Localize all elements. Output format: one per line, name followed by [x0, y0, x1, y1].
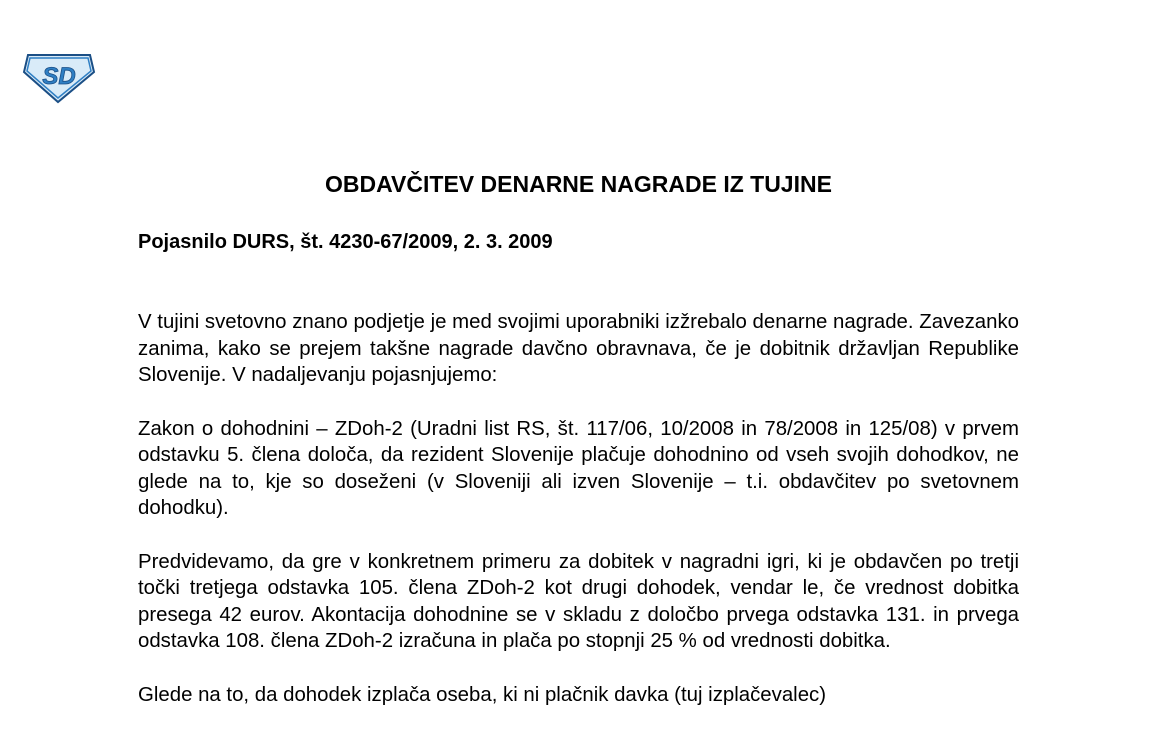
logo-emblem-icon	[22, 50, 96, 104]
document-body	[138, 309, 1019, 735]
svg-text:SD: SD	[42, 63, 76, 90]
paragraph-4: Glede na to, da dohodek izplača oseba, ki ni plačnik davka (tuj izplačevalec)	[138, 683, 827, 706]
paragraph-3: Predvidevamo, da gre v konkretnem primeru za dobitek v nagradni igri, ki je obdavčen po tretji točki tretjega odstavka 105. člena ZDoh-2 kot drugi dohodek, vendar le, če vrednost dobitka presega 42 eurov. Akontacija dohodnine se v skladu z določbo prvega odstavka 131. in prvega odstavka 108. člena ZDoh-2 izračuna in plača po stopnji 25 % od vrednosti dobitka.	[138, 550, 1019, 652]
document-subtitle: Pojasnilo DURS, št. 4230-67/2009, 2. 3. 2009	[138, 231, 553, 253]
paragraph-1: V tujini svetovno znano podjetje je med svojimi uporabniki izžrebalo denarne nagrade. Zavezanko zanima, kako se prejem takšne nagrade davčno obravnava, če je dobitnik državljan Republike Slovenije. V nadaljevanju pojasnjujemo:	[138, 311, 1019, 386]
company-logo	[22, 50, 96, 104]
paragraph-2: Zakon o dohodnini – ZDoh-2 (Uradni list RS, št. 117/06, 10/2008 in 78/2008 in 125/08) v prvem odstavku 5. člena določa, da rezident Slovenije plačuje dohodnino od vseh svojih dohodkov, ne glede na to, kje so doseženi (v Sloveniji ali izven Slovenije – t.i. obdavčitev po svetovnem dohodku).	[138, 417, 1019, 519]
document-title: OBDAVČITEV DENARNE NAGRADE IZ TUJINE	[325, 171, 832, 197]
